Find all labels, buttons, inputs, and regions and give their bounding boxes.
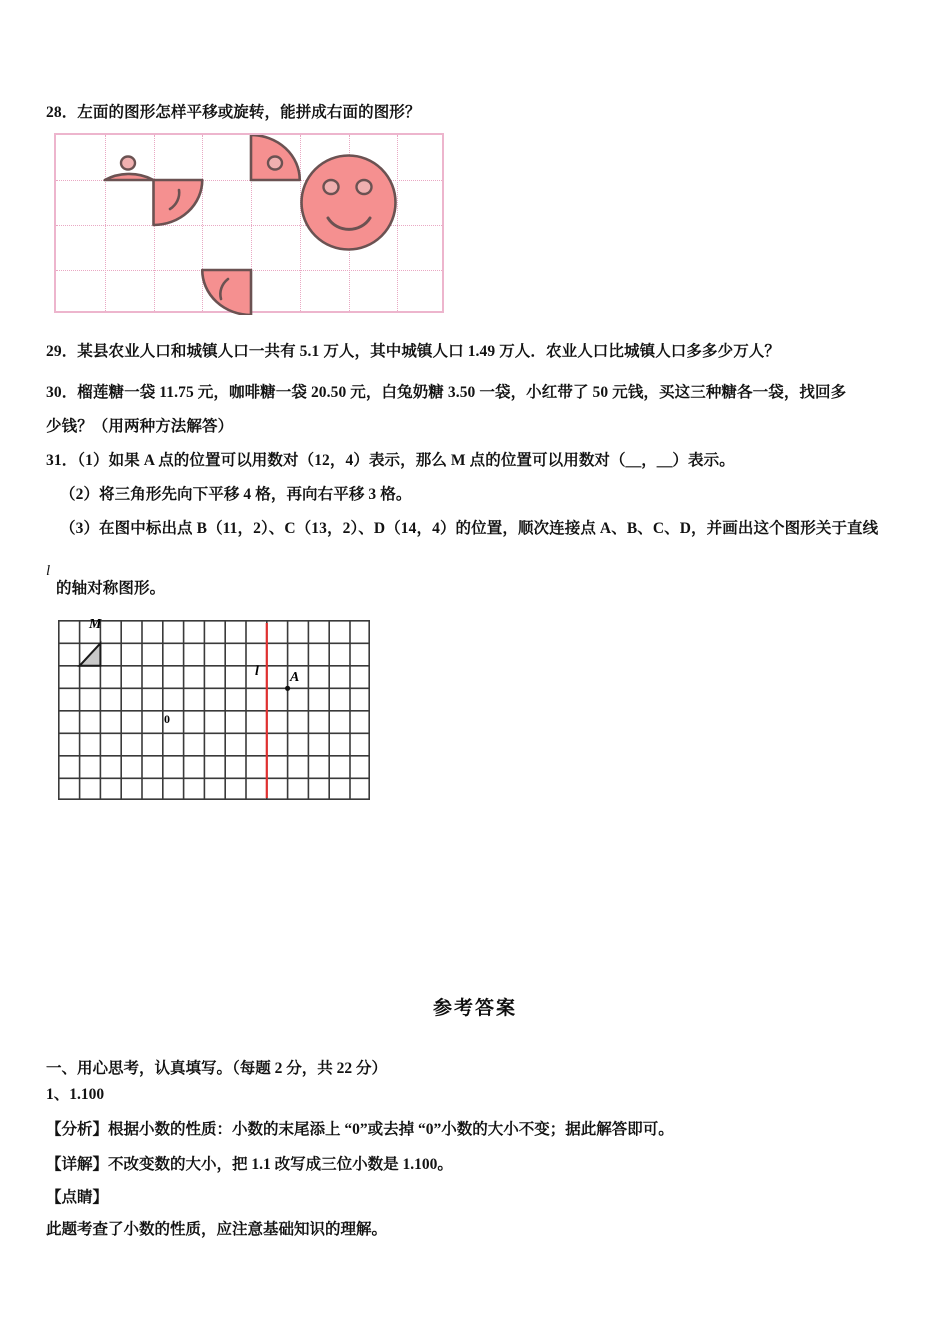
assembled-face-eye-left xyxy=(324,180,339,194)
question-31-line-symbol: l xyxy=(46,563,51,579)
grid-label-a: A xyxy=(290,670,300,685)
grid-label-l: l xyxy=(255,664,259,679)
figure-coordinate-grid xyxy=(58,617,370,800)
question-29-text: 29．某县农业人口和城镇人口一共有 5.1 万人，其中城镇人口 1.49 万人．农业人口比城镇人口多多少万人？ xyxy=(46,343,781,360)
answer-item-1-number-and-value xyxy=(46,1083,104,1106)
question-31-part-1: 31．（1）如果 A 点的位置可以用数对（12，4）表示，那么 M 点的位置可以用数对（＿，＿）表示。 xyxy=(46,452,735,469)
triangle-shape xyxy=(80,643,101,666)
answer-item-1-number: 1、 xyxy=(46,1086,70,1103)
smiley-pieces-svg xyxy=(56,135,446,315)
answers-section-heading: 一、用心思考，认真填写。（每题 2 分，共 22 分） xyxy=(46,1060,388,1077)
assembled-face-eye-right xyxy=(357,180,372,194)
assembled-face-circle xyxy=(302,156,396,250)
answer-key-title: 参考答案 xyxy=(432,998,517,1019)
piece-eye-top-left xyxy=(105,174,154,180)
answer-item-1-highlight-label: 【点睛】 xyxy=(46,1189,109,1206)
question-31-part-2: （2）将三角形先向下平移 4 格，再向右平移 3 格。 xyxy=(60,486,412,503)
question-31-part-3: （3）在图中标出点 B（11，2）、C（13，2）、D（14，4）的位置，顺次连接点 A、B、C、D，并画出这个图形关于直线 xyxy=(60,520,879,537)
question-31-part-4: 的轴对称图形。 xyxy=(56,580,166,597)
grid-label-origin: 0 xyxy=(164,712,170,726)
eye-dot-piece-1 xyxy=(121,157,135,170)
grid-label-m: M xyxy=(89,617,102,632)
figure-smiley-tangram xyxy=(54,133,444,313)
eye-dot-piece-3 xyxy=(268,157,282,170)
answer-item-1-value: 1.100 xyxy=(69,1086,105,1103)
piece-mouth-bottom xyxy=(202,270,251,315)
point-a-marker xyxy=(285,686,290,691)
answer-item-1-analysis: 【分析】根据小数的性质：小数的末尾添上 “0”或去掉 “0”小数的大小不变；据此解答即可。 xyxy=(46,1121,674,1138)
answer-item-1-detail: 【详解】不改变数的大小，把 1.1 改写成三位小数是 1.100。 xyxy=(46,1156,453,1173)
question-28-text: 28．左面的图形怎样平移或旋转，能拼成右面的图形？ xyxy=(46,104,421,121)
coordinate-grid-svg xyxy=(58,620,370,800)
answer-item-1-highlight-text: 此题考查了小数的性质，应注意基础知识的理解。 xyxy=(46,1221,388,1238)
question-30-line-1: 30．榴莲糖一袋 11.75 元，咖啡糖一袋 20.50 元，白兔奶糖 3.50 一袋，小红带了 50 元钱，买这三种糖各一袋，找回多 xyxy=(46,384,847,401)
question-30-line-2: 少钱？（用两种方法解答） xyxy=(46,418,234,435)
